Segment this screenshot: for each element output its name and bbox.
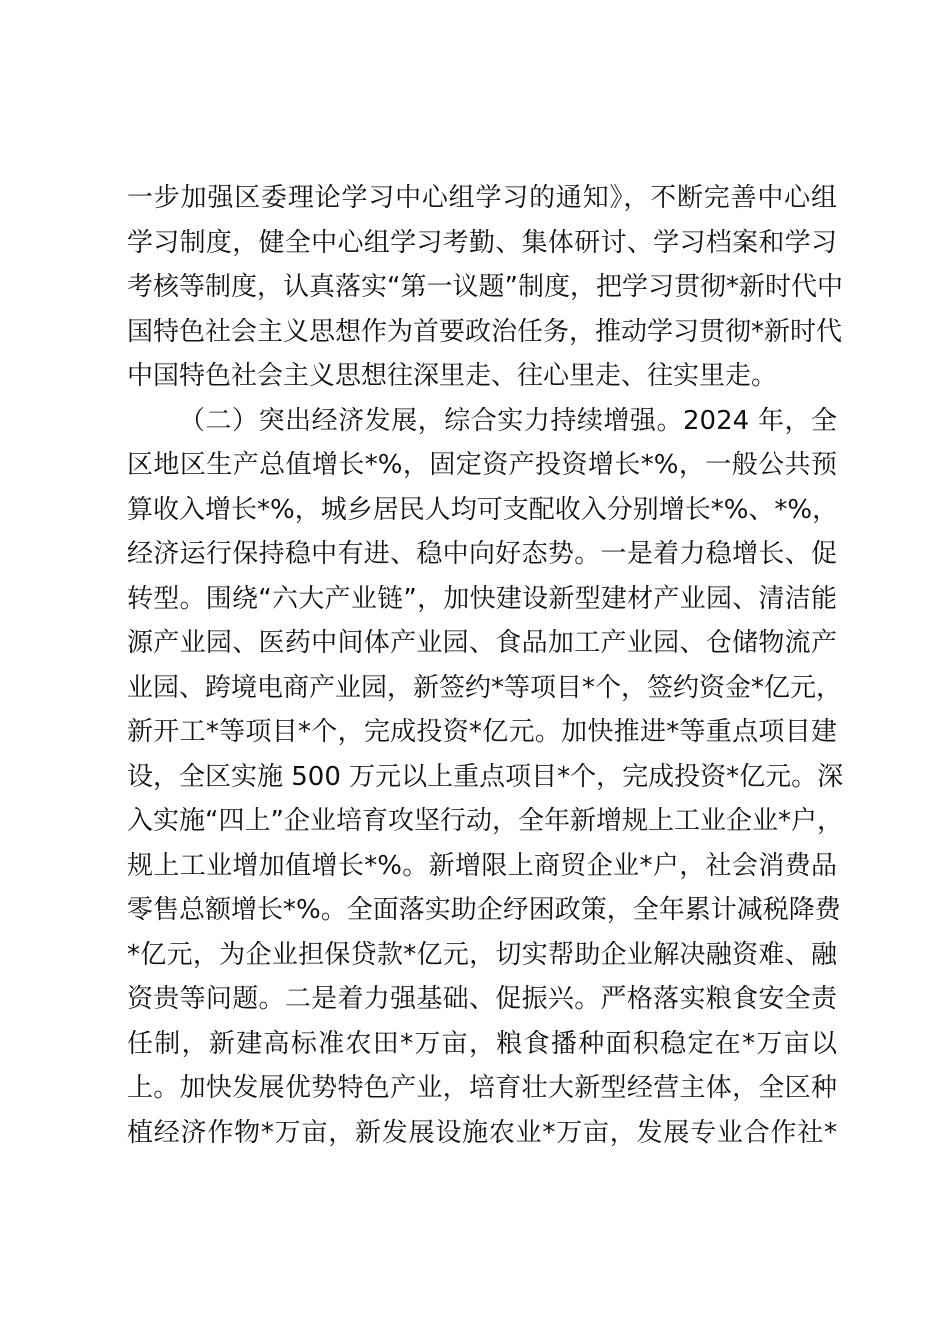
text-line: 入实施“四上”企业培育攻坚行动，全年新增规上工业企业*户， <box>127 806 843 836</box>
text-line: 任制，新建高标准农田*万亩，粮食播种面积稳定在*万亩以 <box>127 1028 837 1059</box>
body-text <box>127 176 844 1155</box>
text-line: 算收入增长*%，城乡居民人均可支配收入分别增长*%、*%， <box>127 494 839 525</box>
text-line: 业园、跨境电商产业园，新签约*等项目*个，签约资金*亿元， <box>127 672 843 703</box>
text-line: *亿元，为企业担保贷款*亿元，切实帮助企业解决融资难、融 <box>127 939 837 970</box>
text-line: 国特色社会主义思想作为首要政治任务，推动学习贯彻*新时代 <box>127 316 843 347</box>
section-heading-line: （二）突出经济发展，综合实力持续增强。2024 年，全 <box>179 405 837 436</box>
text-line: 中国特色社会主义思想往深里走、往心里走、往实里走。 <box>127 361 778 391</box>
text-line: 设，全区实施 500 万元以上重点项目*个，完成投资*亿元。深 <box>127 761 844 792</box>
text-line: 零售总额增长*%。全面落实助企纾困政策，全年累计减税降费 <box>127 895 841 925</box>
text-line: 区地区生产总值增长*%，固定资产投资增长*%，一般公共预 <box>127 450 837 480</box>
text-line: 转型。围绕“六大产业链”，加快建设新型建材产业园、清洁能 <box>127 583 837 614</box>
text-line: 新开工*等项目*个，完成投资*亿元。加快推进*等重点项目建 <box>127 717 837 747</box>
text-line: 源产业园、医药中间体产业园、食品加工产业园、仓储物流产 <box>127 628 837 658</box>
text-line: 植经济作物*万亩，新发展设施农业*万亩，发展专业合作社* <box>127 1117 837 1148</box>
text-line: 学习制度，健全中心组学习考勤、集体研讨、学习档案和学习 <box>127 227 837 258</box>
text-line: 考核等制度，认真落实“第一议题”制度，把学习贯彻*新时代中 <box>127 272 843 302</box>
text-line: 规上工业增加值增长*%。新增限上商贸企业*户，社会消费品 <box>127 850 837 881</box>
text-line: 上。加快发展优势特色产业，培育壮大新型经营主体，全区种 <box>127 1073 837 1103</box>
text-line: 经济运行保持稳中有进、稳中向好态势。一是着力稳增长、促 <box>127 539 837 569</box>
text-line: 一步加强区委理论学习中心组学习的通知》，不断完善中心组 <box>127 183 837 213</box>
text-line: 资贵等问题。二是着力强基础、促振兴。严格落实粮食安全责 <box>127 984 837 1014</box>
